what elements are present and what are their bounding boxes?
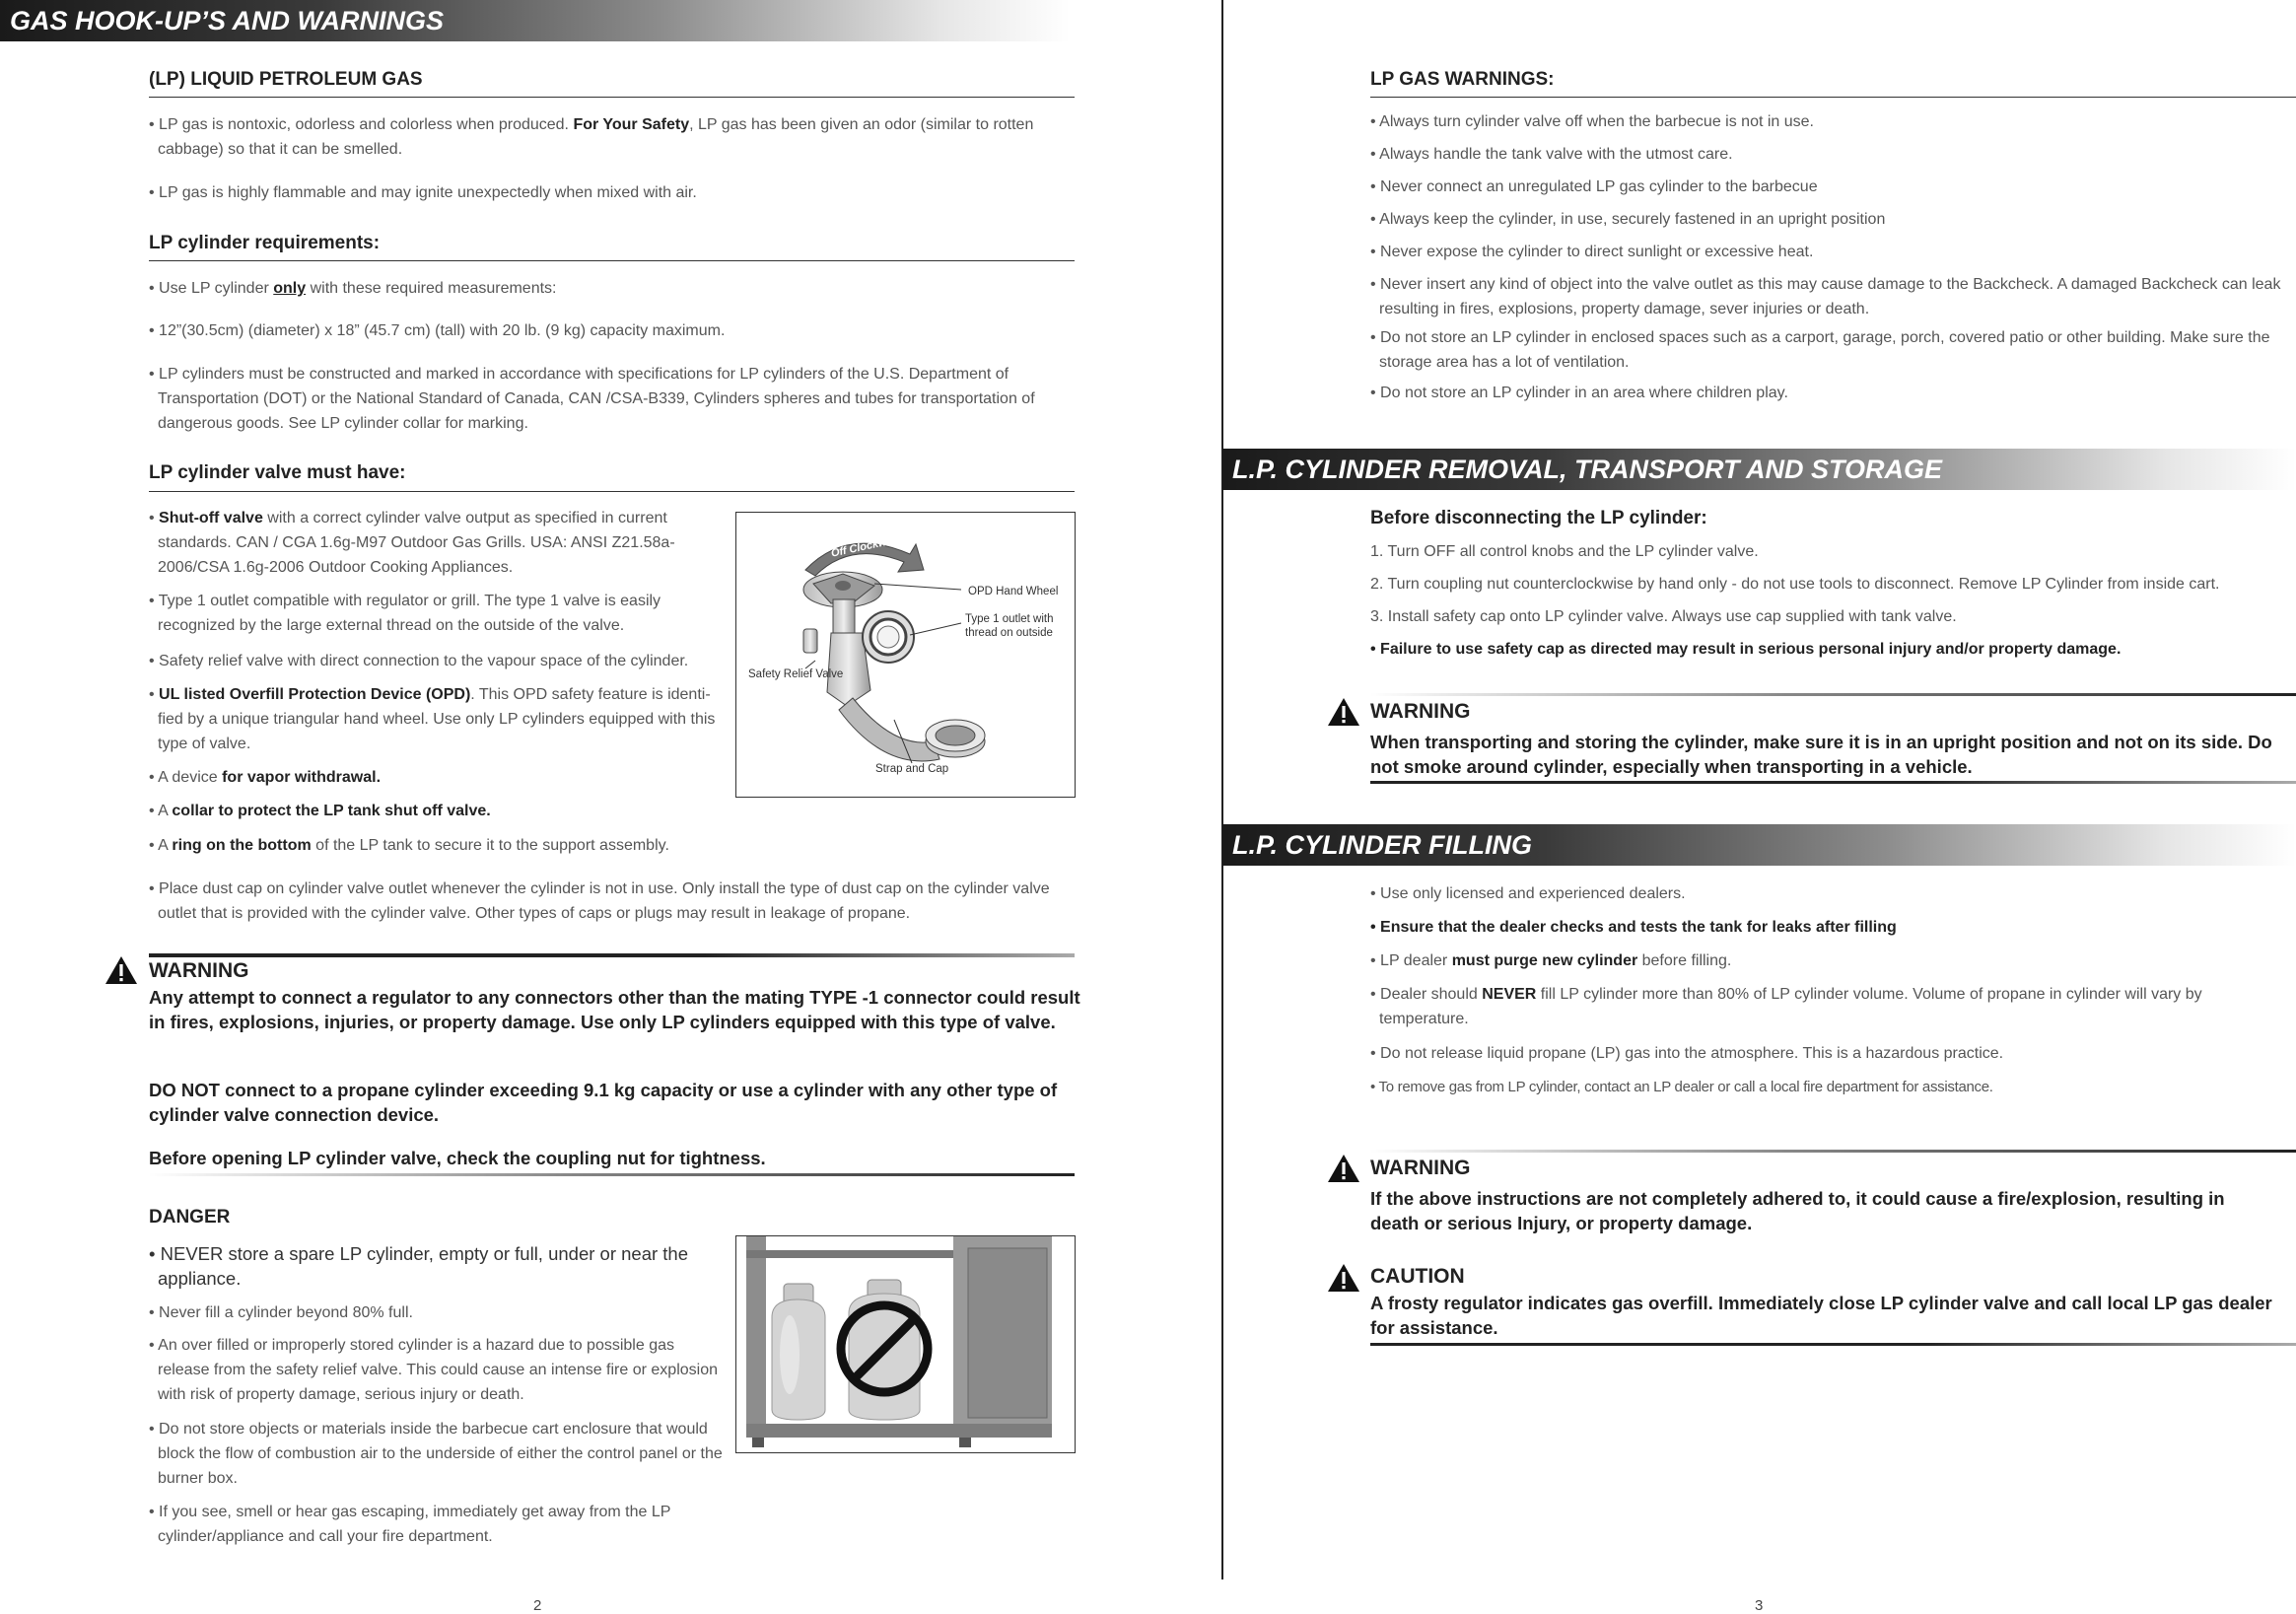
- heading-lp-gas: (LP) LIQUID PETROLEUM GAS: [149, 69, 423, 90]
- removal-step-1: 1. Turn OFF all control knobs and the LP cylinder valve.: [1370, 543, 1759, 560]
- filling-bullet-4: • Dealer should NEVER fill LP cylinder more than 80% of LP cylinder volume. Volume of propane in cylinder will vary by temperature.: [1370, 986, 2202, 1027]
- valve-bullet-3: • Safety relief valve with direct connection to the vapour space of the cylinder.: [149, 653, 689, 669]
- label-type1-line2: thread on outside: [965, 627, 1053, 639]
- section-banner-gas-hookups: GAS HOOK-UP’S AND WARNINGS: [0, 0, 1070, 41]
- lp-warning-2: • Always handle the tank valve with the utmost care.: [1370, 146, 1733, 163]
- caution-bottom-rule: [1370, 1343, 2296, 1346]
- heading-rule: [1370, 97, 2296, 98]
- filling-bullet-3: • LP dealer must purge new cylinder before filling.: [1370, 952, 1732, 969]
- danger-bullet-4: • Do not store objects or materials inside the barbecue cart enclosure that would block the flow of combustion air to the underside of either the control panel or the burner box.: [149, 1421, 723, 1487]
- valve-diagram: [735, 512, 1076, 798]
- valve-bullet-1: • Shut-off valve with a correct cylinder valve output as specified in current standards. CAN / CGA 1.6g-M97 Outdoor Gas Grills. USA: ANSI Z21.58a-2006/CSA 1.6g-2006 Outdoor Cooking Appliances.: [149, 510, 675, 576]
- removal-warning-top-rule: [1370, 693, 2296, 696]
- removal-step-3: 3. Install safety cap onto LP cylinder valve. Always use cap supplied with tank valve.: [1370, 608, 1957, 625]
- warning-bottom-rule: [149, 1173, 1075, 1176]
- filling-bullet-1: • Use only licensed and experienced dealers.: [1370, 885, 1686, 902]
- filling-warning-top-rule: [1370, 1150, 2296, 1153]
- heading-valve-must-have: LP cylinder valve must have:: [149, 462, 406, 483]
- lp-gas-bullet-1: • LP gas is nontoxic, odorless and colorless when produced. For Your Safety, LP gas has been given an odor (similar to rotten cabbage) so that it can be smelled.: [149, 116, 1034, 158]
- caution-body: A frosty regulator indicates gas overfill. Immediately close LP cylinder valve and call local LP gas dealer for assistance.: [1370, 1293, 2272, 1338]
- heading-before-disconnecting: Before disconnecting the LP cylinder:: [1370, 508, 1707, 528]
- lp-warning-4: • Always keep the cylinder, in use, securely fastened in an upright position: [1370, 211, 1886, 228]
- lp-warning-5: • Never expose the cylinder to direct sunlight or excessive heat.: [1370, 244, 1814, 260]
- label-type1-line1: Type 1 outlet with: [965, 613, 1054, 625]
- page-number-left: 2: [533, 1597, 542, 1614]
- off-clockwise-label: Off Clockwise: [830, 532, 903, 560]
- cart-illustration: [736, 1236, 1075, 1452]
- warning-triangle-icon: [1327, 697, 1360, 727]
- cart-storage-illustration: [735, 1235, 1076, 1453]
- warning-triangle-icon: [104, 955, 138, 985]
- removal-note: • Failure to use safety cap as directed may result in serious personal injury and/or property damage.: [1370, 641, 2122, 658]
- lp-warning-3: • Never connect an unregulated LP gas cylinder to the barbecue: [1370, 178, 1818, 195]
- caution-triangle-icon: [1327, 1263, 1360, 1293]
- lp-warning-6: • Never insert any kind of object into the valve outlet as this may cause damage to the Backcheck. A damaged Backcheck can leak resulting in fires, explosions, property damage, sever injuries or death.: [1370, 276, 2281, 317]
- valve-bullet-4: • UL listed Overfill Protection Device (OPD). This OPD safety feature is identi-fied by a unique triangular hand wheel. Use only LP cylinders equipped with this type of valve.: [149, 686, 716, 752]
- section-banner-filling: L.P. CYLINDER FILLING: [1222, 824, 2296, 866]
- heading-cylinder-requirements: LP cylinder requirements:: [149, 233, 381, 253]
- label-opd-hand-wheel: OPD Hand Wheel: [968, 586, 1059, 597]
- filling-warning-title: WARNING: [1370, 1157, 1471, 1179]
- warning-paragraph-3: Before opening LP cylinder valve, check the coupling nut for tightness.: [149, 1148, 766, 1168]
- page-number-right: 3: [1755, 1597, 1764, 1614]
- filling-bullet-6: • To remove gas from LP cylinder, contact an LP dealer or call a local fire department for assistance.: [1370, 1079, 1993, 1095]
- valve-bullet-2: • Type 1 outlet compatible with regulator or grill. The type 1 valve is easily recognized by the large external thread on the outside of the valve.: [149, 593, 661, 634]
- lp-warning-1: • Always turn cylinder valve off when the barbecue is not in use.: [1370, 113, 1814, 130]
- requirements-bullet-1: • Use LP cylinder only with these required measurements:: [149, 280, 557, 297]
- removal-step-2: 2. Turn coupling nut counterclockwise by hand only - do not use tools to disconnect. Remove LP Cylinder from inside cart.: [1370, 576, 2220, 593]
- removal-warning-body: When transporting and storing the cylinder, make sure it is in an upright position and not on its side. Do not smoke around cylinder, especially when transporting in a vehicle.: [1370, 732, 2272, 777]
- right-page: [1222, 0, 2296, 1614]
- warning-triangle-icon: [1327, 1154, 1360, 1183]
- danger-bullet-2: • Never fill a cylinder beyond 80% full.: [149, 1304, 413, 1321]
- heading-danger: DANGER: [149, 1207, 231, 1228]
- filling-bullet-5: • Do not release liquid propane (LP) gas into the atmosphere. This is a hazardous practice.: [1370, 1045, 2004, 1062]
- heading-lp-gas-warnings: LP GAS WARNINGS:: [1370, 69, 1555, 90]
- valve-illustration: [736, 513, 1075, 797]
- label-safety-relief-valve: Safety Relief Valve: [748, 668, 844, 680]
- filling-bullet-2: • Ensure that the dealer checks and tests the tank for leaks after filling: [1370, 919, 1897, 936]
- valve-bullet-7: • A ring on the bottom of the LP tank to secure it to the support assembly.: [149, 837, 669, 854]
- filling-warning-body: If the above instructions are not completely adhered to, it could cause a fire/explosion, resulting in death or serious Injury, or property damage.: [1370, 1188, 2225, 1233]
- valve-bullet-8: • Place dust cap on cylinder valve outlet whenever the cylinder is not in use. Only install the type of dust cap on the cylinder valve outlet that is provided with the cylinder valve. Other types of caps or plugs may result in leakage of propane.: [149, 880, 1050, 922]
- caution-title: CAUTION: [1370, 1265, 1465, 1288]
- lp-warning-7: • Do not store an LP cylinder in enclosed spaces such as a carport, garage, porch, covered patio or other building. Make sure the storage area has a lot of ventilation.: [1370, 329, 2270, 371]
- danger-bullet-5: • If you see, smell or hear gas escaping, immediately get away from the LP cylinder/appliance and call your fire department.: [149, 1504, 671, 1545]
- section-banner-removal: L.P. CYLINDER REMOVAL, TRANSPORT AND STORAGE: [1222, 449, 2296, 490]
- removal-warning-title: WARNING: [1370, 700, 1471, 723]
- heading-rule: [149, 260, 1075, 261]
- valve-bullet-6: • A collar to protect the LP tank shut off valve.: [149, 803, 491, 819]
- danger-bullet-3: • An over filled or improperly stored cylinder is a hazard due to possible gas release from the safety relief valve. This could cause an intense fire or explosion with risk of property damage, serious injury or death.: [149, 1337, 718, 1403]
- warning-paragraph-1: Any attempt to connect a regulator to any connectors other than the mating TYPE -1 connector could result in fires, explosions, injuries, or property damage. Use only LP cylinders equipped with this type of valve.: [149, 987, 1080, 1032]
- warning-title: WARNING: [149, 959, 249, 982]
- label-strap-and-cap: Strap and Cap: [875, 763, 949, 775]
- danger-bullet-1: • NEVER store a spare LP cylinder, empty or full, under or near the appliance.: [149, 1243, 689, 1289]
- heading-rule: [149, 491, 1075, 492]
- lp-gas-bullet-2: • LP gas is highly flammable and may ignite unexpectedly when mixed with air.: [149, 184, 697, 201]
- requirements-bullet-2: • 12”(30.5cm) (diameter) x 18” (45.7 cm) (tall) with 20 lb. (9 kg) capacity maximum.: [149, 322, 726, 339]
- warning-paragraph-2: DO NOT connect to a propane cylinder exceeding 9.1 kg capacity or use a cylinder with any other type of cylinder valve connection device.: [149, 1080, 1058, 1125]
- removal-warning-bottom-rule: [1370, 781, 2296, 784]
- valve-bullet-5: • A device for vapor withdrawal.: [149, 769, 382, 786]
- requirements-bullet-3: • LP cylinders must be constructed and marked in accordance with specifications for LP cylinders of the U.S. Department of Transportation (DOT) or the National Standard of Canada, CAN /CSA-B339, Cylinders spheres and tubes for transportation of dangerous goods. See LP cylinder collar for marking.: [149, 366, 1035, 432]
- heading-rule: [149, 97, 1075, 98]
- lp-warning-8: • Do not store an LP cylinder in an area where children play.: [1370, 385, 1788, 401]
- warning-top-rule: [149, 953, 1075, 957]
